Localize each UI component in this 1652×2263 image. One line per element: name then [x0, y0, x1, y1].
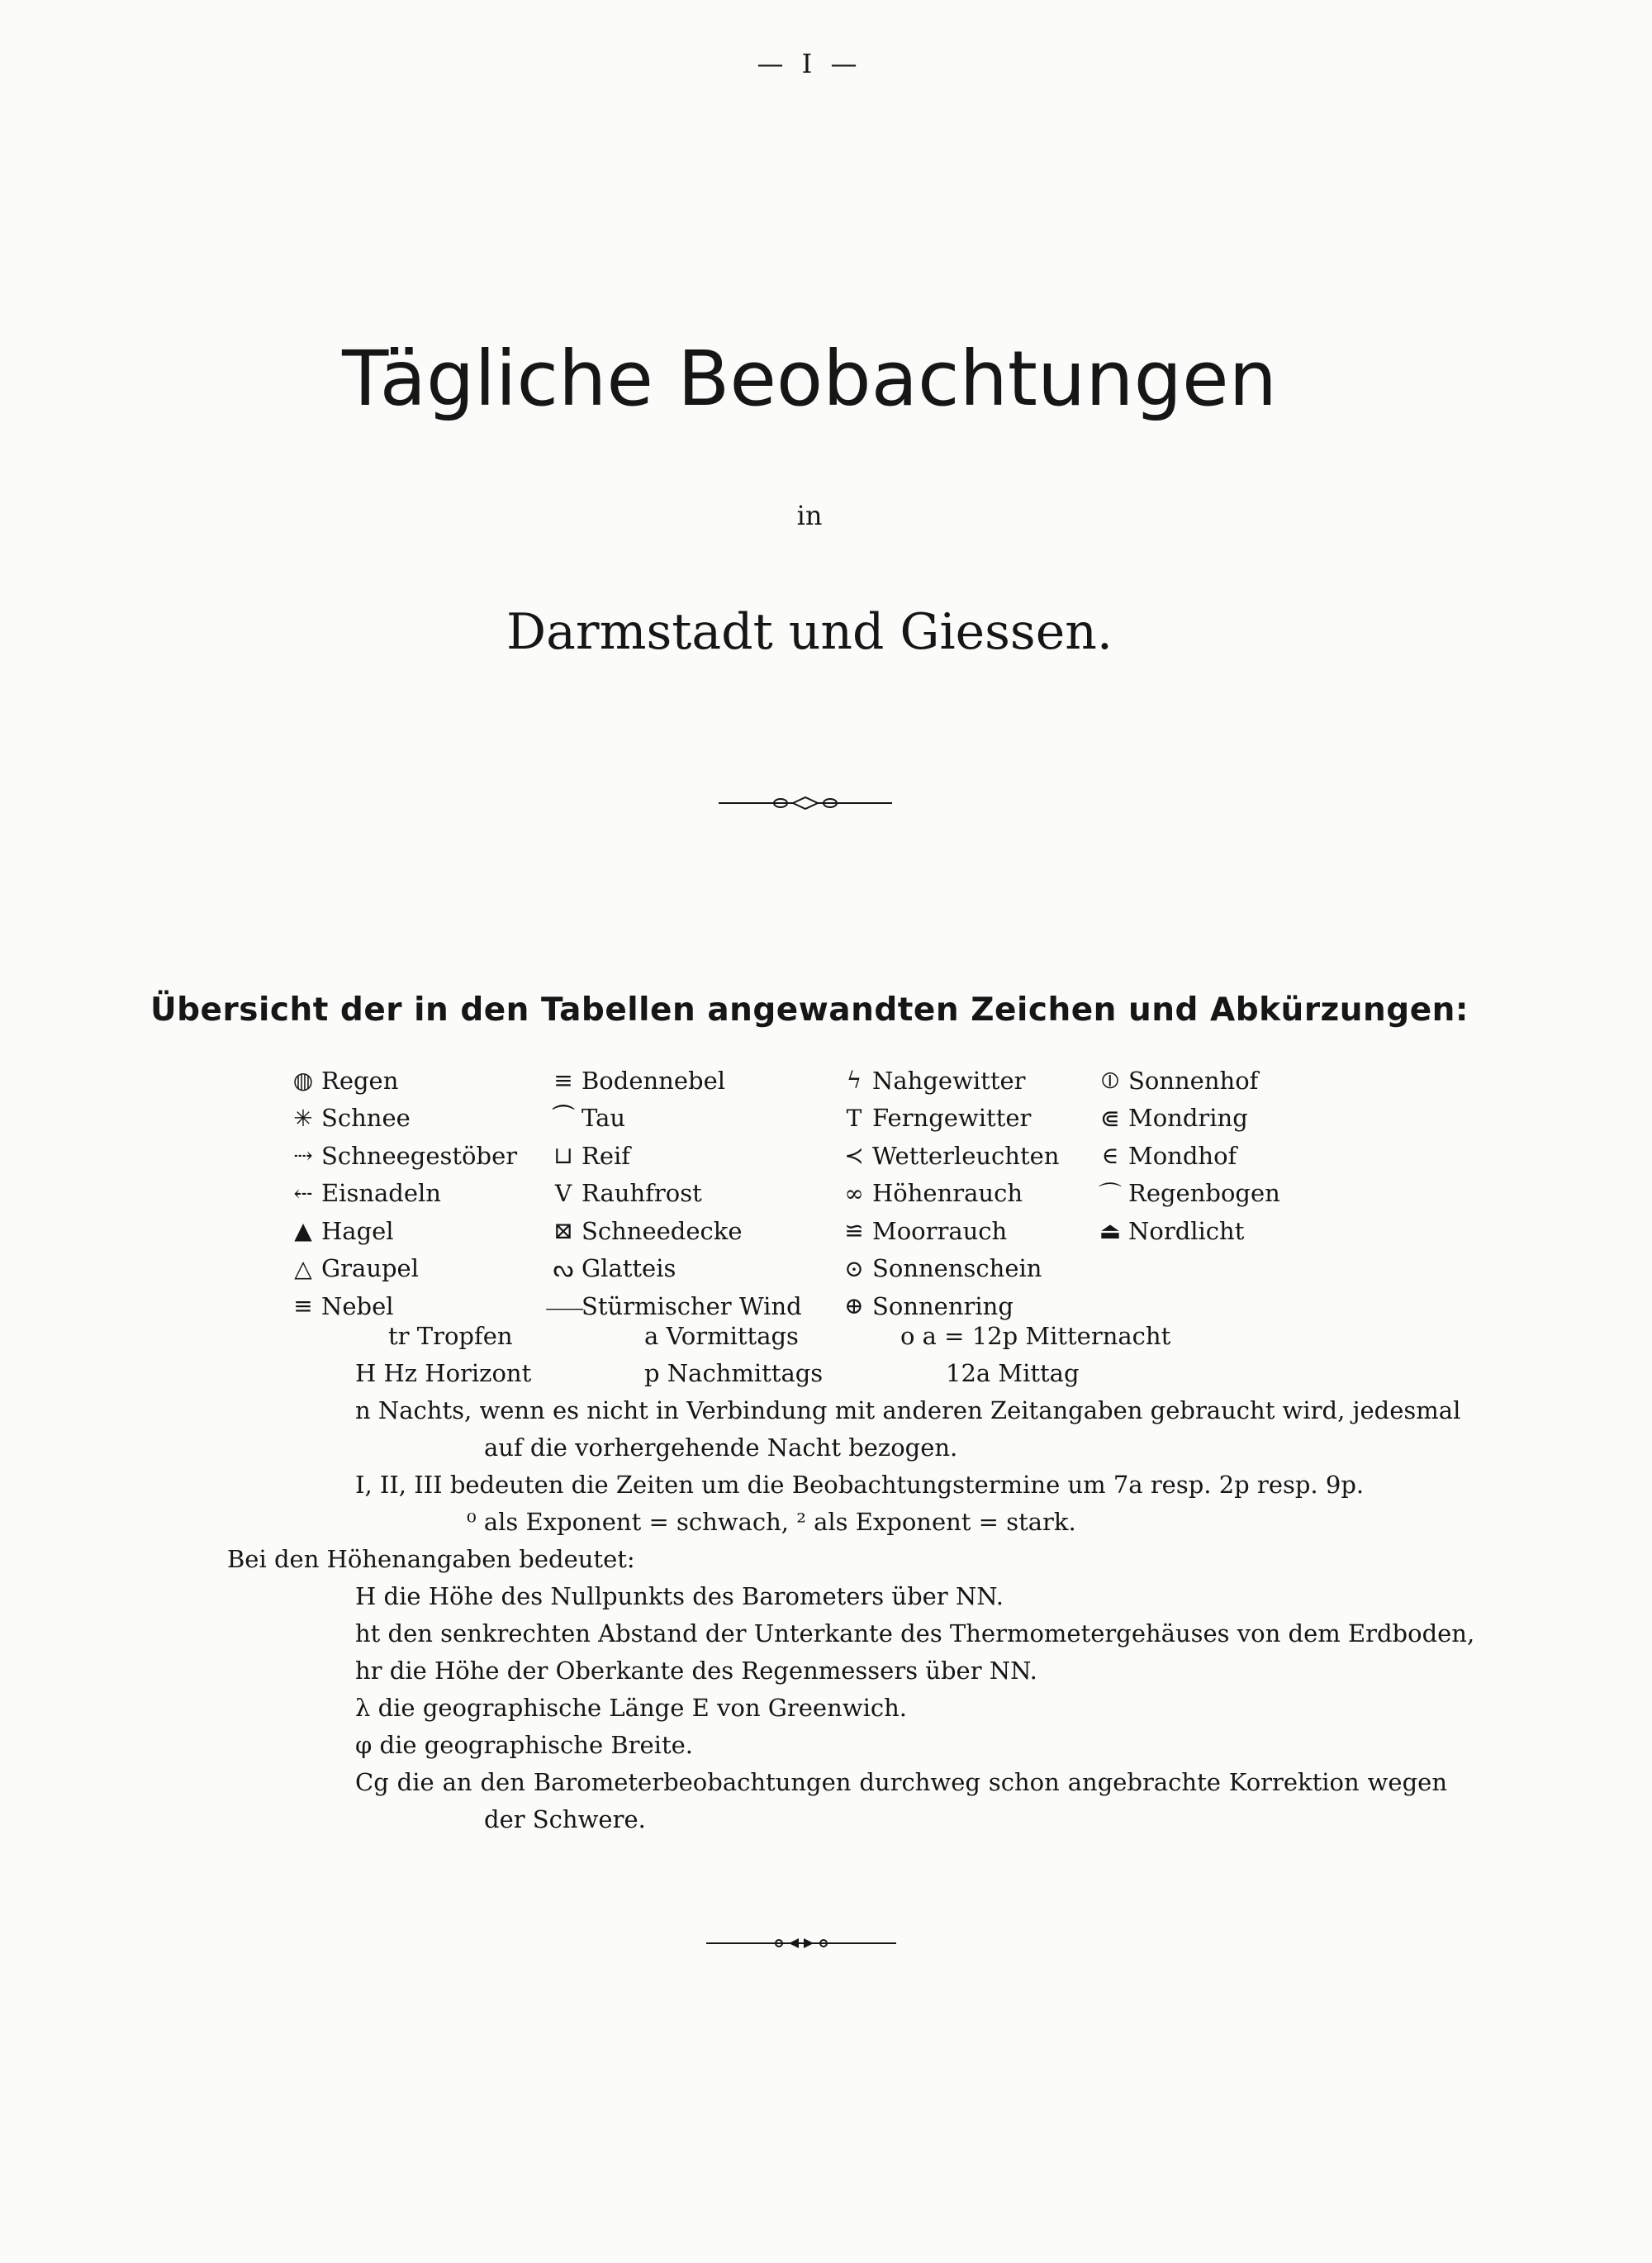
dew-icon: ⏜ — [552, 1104, 575, 1132]
abbrev-vormittags: a Vormittags — [644, 1322, 799, 1350]
legend-label: Moorrauch — [872, 1216, 1008, 1245]
legend-column-4 — [1092, 1062, 1280, 1250]
legend-label: Rauhfrost — [582, 1179, 702, 1208]
height-ht: ht den senkrechten Abstand der Unterkante des Thermometergehäuses von dem Erdboden, — [355, 1619, 1475, 1647]
legend-label: Reif — [582, 1141, 631, 1170]
legend-label: Schneedecke — [582, 1216, 743, 1245]
moor-smoke-icon: ≌ — [844, 1217, 864, 1245]
abbrev-nachmittags: p Nachmittags — [644, 1359, 824, 1387]
rime-icon: V — [554, 1179, 572, 1207]
legend-item — [285, 1212, 517, 1250]
legend-item — [1092, 1137, 1280, 1175]
legend-item — [285, 1062, 517, 1100]
legend-label: Regenbogen — [1128, 1179, 1280, 1208]
legend-label: Schnee — [321, 1104, 411, 1133]
legend-label: Nordlicht — [1128, 1216, 1245, 1245]
ornament-divider-bottom — [706, 1933, 896, 1953]
snow-icon: ✳ — [293, 1104, 313, 1132]
sunshine-icon: ⊙ — [844, 1254, 864, 1282]
legend-label: Nebel — [321, 1291, 394, 1320]
legend-item — [285, 1137, 517, 1175]
legend-item — [545, 1137, 802, 1175]
legend-item — [545, 1175, 802, 1213]
abbrev-nachts-cont: auf die vorhergehende Nacht bezogen. — [484, 1433, 958, 1462]
rainbow-icon: ⌒ — [1098, 1181, 1122, 1209]
legend-item — [1092, 1212, 1280, 1250]
height-hr: hr die Höhe der Oberkante des Regenmessers über NN. — [355, 1657, 1037, 1685]
glaze-icon: ᔓ — [553, 1254, 574, 1282]
legend-label: Sonnenhof — [1128, 1066, 1259, 1095]
moon-halo-icon: ∈ — [1101, 1142, 1119, 1170]
legend-item — [285, 1287, 517, 1325]
height-lambda: λ die geographische Länge E von Greenwich. — [355, 1694, 907, 1722]
legend-label: Schneegestöber — [321, 1141, 518, 1170]
height-phi: φ die geographische Breite. — [355, 1731, 693, 1759]
legend-label: Stürmischer Wind — [582, 1291, 802, 1320]
hoarfrost-icon: ⊔ — [553, 1142, 573, 1170]
graupel-icon: △ — [294, 1254, 312, 1282]
rain-icon: ◍ — [292, 1067, 314, 1095]
heights-intro: Bei den Höhenangaben bedeutet: — [227, 1545, 635, 1573]
abbrev-nachts: n Nachts, wenn es nicht in Verbindung mit anderen Zeitangaben gebraucht wird, jedesmal — [355, 1396, 1461, 1424]
storm-wind-icon: ⸺ — [545, 1293, 585, 1321]
legend-item — [545, 1212, 802, 1250]
legend-label: Hagel — [321, 1216, 394, 1245]
legend-label: Sonnenschein — [872, 1254, 1042, 1283]
legend-label: Regen — [321, 1066, 399, 1095]
legend-column-1 — [285, 1062, 517, 1325]
legend-item — [545, 1062, 802, 1100]
legend-item — [545, 1250, 802, 1288]
legend-item — [836, 1175, 1059, 1213]
abbrev-tropfen: tr Tropfen — [388, 1322, 513, 1350]
legend-label: Glatteis — [582, 1254, 676, 1283]
legend-label: Höhenrauch — [872, 1179, 1023, 1208]
legend-item — [836, 1287, 1059, 1325]
legend-label: Sonnenring — [872, 1291, 1014, 1320]
legend-item — [285, 1250, 517, 1288]
legend-label: Ferngewitter — [872, 1104, 1032, 1133]
legend-column-3 — [836, 1062, 1059, 1325]
near-thunderstorm-icon: ϟ — [846, 1067, 862, 1095]
snowdrift-icon: ⇢ — [293, 1142, 313, 1170]
legend-label: Eisnadeln — [321, 1179, 441, 1208]
haze-icon: ∞ — [844, 1179, 864, 1207]
legend-label: Tau — [582, 1104, 626, 1133]
legend-label: Mondhof — [1128, 1141, 1237, 1170]
legend-item — [836, 1250, 1059, 1288]
fog-icon: ≡ — [293, 1292, 313, 1320]
abbrev-horizont: H Hz Horizont — [355, 1359, 532, 1387]
page-title: Tägliche Beobachtungen — [342, 335, 1277, 423]
legend-item — [1092, 1100, 1280, 1138]
height-h: H die Höhe des Nullpunkts des Barometers über NN. — [355, 1582, 1004, 1610]
aurora-icon: ⏏ — [1099, 1217, 1122, 1245]
legend-label: Graupel — [321, 1254, 419, 1283]
hail-icon: ▲ — [294, 1217, 312, 1245]
abbrev-mitternacht: o a = 12p Mitternacht — [900, 1322, 1171, 1350]
page-number: — I — — [757, 48, 862, 79]
legend-column-2 — [545, 1062, 802, 1325]
abbrev-termine: I, II, III bedeuten die Zeiten um die Beobachtungstermine um 7a resp. 2p resp. 9p. — [355, 1471, 1365, 1499]
subtitle-in: in — [796, 500, 823, 531]
legend-item — [836, 1062, 1059, 1100]
ground-fog-icon: ≡ — [553, 1067, 573, 1095]
abbrev-mittag: 12a Mittag — [946, 1359, 1080, 1387]
height-cg-cont: der Schwere. — [484, 1805, 646, 1833]
legend-item — [545, 1100, 802, 1138]
abbrev-exponent: ⁰ als Exponent = schwach, ² als Exponent = stark. — [467, 1508, 1076, 1536]
legend-item — [285, 1175, 517, 1213]
legend-item — [1092, 1062, 1280, 1100]
sheet-lightning-icon: ≺ — [844, 1142, 864, 1170]
snow-cover-icon: ⊠ — [553, 1217, 573, 1245]
subtitle-cities: Darmstadt und Giessen. — [506, 603, 1113, 661]
sun-ring-icon: ⊕ — [844, 1292, 864, 1320]
legend-item — [836, 1212, 1059, 1250]
sun-halo-icon: ⦶ — [1101, 1066, 1119, 1094]
ice-needles-icon: ⤎ — [293, 1179, 313, 1207]
legend-label: Wetterleuchten — [872, 1141, 1060, 1170]
legend-item — [836, 1100, 1059, 1138]
legend-label: Mondring — [1128, 1104, 1248, 1133]
ornament-divider-top — [719, 793, 892, 813]
legend-item — [836, 1137, 1059, 1175]
legend-item — [285, 1100, 517, 1138]
legend-item — [545, 1287, 802, 1325]
section-heading: Übersicht der in den Tabellen angewandten Zeichen und Abkürzungen: — [150, 991, 1469, 1029]
legend-label: Nahgewitter — [872, 1066, 1026, 1095]
distant-thunderstorm-icon: T — [846, 1104, 862, 1132]
legend-label: Bodennebel — [582, 1066, 726, 1095]
height-cg: Cg die an den Barometerbeobachtungen durchweg schon angebrachte Korrektion wegen — [355, 1768, 1447, 1796]
moon-ring-icon: ⋐ — [1100, 1104, 1120, 1132]
legend-item — [1092, 1175, 1280, 1213]
